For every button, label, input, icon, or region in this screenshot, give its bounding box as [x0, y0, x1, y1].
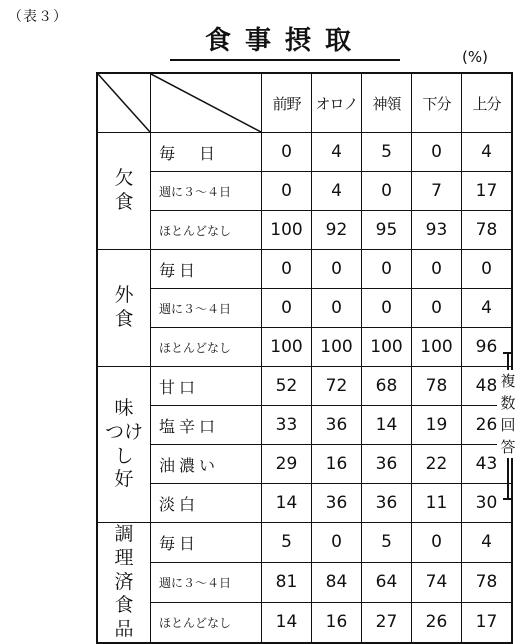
value-cell: 14: [262, 484, 312, 523]
table-row: [97, 445, 512, 484]
column-header-maeno: 前野: [262, 73, 312, 133]
value-cell: 0: [412, 250, 462, 289]
group-label-part: 調: [114, 523, 134, 545]
note-char: 回: [500, 416, 516, 434]
value-cell: 0: [412, 133, 462, 172]
value-cell: 27: [362, 602, 412, 642]
value-cell: 22: [412, 445, 462, 484]
value-cell: 78: [412, 367, 462, 406]
value-cell: 36: [312, 406, 362, 445]
value-cell: 29: [262, 445, 312, 484]
value-cell: 96: [462, 328, 513, 367]
value-cell: 78: [462, 211, 513, 250]
row-label: 週に３〜４日: [151, 289, 262, 328]
column-header-shimobun: 下分: [412, 73, 462, 133]
value-cell: 26: [412, 602, 462, 642]
row-label: ほとんどなし: [151, 602, 262, 642]
corner-cell-2: [151, 73, 262, 133]
row-label: 週に３〜４日: [151, 172, 262, 211]
value-cell: 0: [262, 289, 312, 328]
bracket-bottom-tick: [503, 498, 513, 500]
table-row: [97, 562, 512, 602]
column-header-orono: オロノ: [312, 73, 362, 133]
value-cell: 84: [312, 562, 362, 602]
multiple-answer-label: [497, 370, 519, 458]
row-label: 淡白: [151, 484, 262, 523]
value-cell: 19: [412, 406, 462, 445]
group-label: [97, 250, 151, 367]
value-cell: 52: [262, 367, 312, 406]
group-label-part: 済: [114, 570, 134, 593]
value-cell: 0: [412, 523, 462, 563]
value-cell: 74: [412, 562, 462, 602]
row-label: 甘口: [151, 367, 262, 406]
value-cell: 48: [462, 367, 513, 406]
value-cell: 93: [412, 211, 462, 250]
value-cell: 64: [362, 562, 412, 602]
corner-cell: [97, 73, 151, 133]
value-cell: 17: [462, 602, 513, 642]
row-label: ほとんどなし: [151, 328, 262, 367]
value-cell: 0: [312, 250, 362, 289]
row-label: 油濃い: [151, 445, 262, 484]
row-label: 塩辛口: [151, 406, 262, 445]
value-cell: 0: [262, 250, 312, 289]
value-cell: 0: [362, 289, 412, 328]
table-row: [97, 602, 512, 642]
value-cell: 78: [462, 562, 513, 602]
group-label-part: 味: [114, 397, 134, 419]
value-cell: 4: [462, 523, 513, 563]
value-cell: 33: [262, 406, 312, 445]
group-label: [97, 133, 151, 250]
value-cell: 0: [312, 289, 362, 328]
value-cell: 30: [462, 484, 513, 523]
value-cell: 92: [312, 211, 362, 250]
value-cell: 100: [412, 328, 462, 367]
value-cell: 36: [312, 484, 362, 523]
row-label: 毎 日: [151, 133, 262, 172]
group-label-part: 品: [114, 618, 134, 640]
note-char: 複: [500, 372, 516, 390]
multiple-answer-note: [497, 352, 519, 500]
table-row: [97, 133, 512, 172]
value-cell: 68: [362, 367, 412, 406]
value-cell: 5: [362, 133, 412, 172]
page-title: 食事摂取: [170, 20, 400, 61]
group-label-part: つけし: [104, 420, 143, 467]
value-cell: 14: [262, 602, 312, 642]
bracket-top-tick: [503, 352, 513, 354]
value-cell: 5: [262, 523, 312, 563]
value-cell: 100: [262, 328, 312, 367]
group-label-part: 好: [114, 468, 134, 491]
value-cell: 7: [412, 172, 462, 211]
value-cell: 72: [312, 367, 362, 406]
value-cell: 100: [362, 328, 412, 367]
value-cell: 14: [362, 406, 412, 445]
value-cell: 95: [362, 211, 412, 250]
table-row: [97, 250, 512, 289]
value-cell: 11: [412, 484, 462, 523]
column-header-jinryo: 神領: [362, 73, 412, 133]
column-header-kamibun: 上分: [462, 73, 513, 133]
value-cell: 0: [362, 250, 412, 289]
group-label-part: 食: [114, 594, 134, 617]
value-cell: 4: [462, 289, 513, 328]
group-label: [97, 367, 151, 523]
table-row: [97, 289, 512, 328]
group-label: [97, 523, 151, 643]
row-label: ほとんどなし: [151, 211, 262, 250]
value-cell: 4: [312, 133, 362, 172]
group-label-part: 理: [114, 546, 134, 569]
table-row: [97, 523, 512, 563]
value-cell: 26: [462, 406, 513, 445]
value-cell: 4: [312, 172, 362, 211]
row-label: 毎日: [151, 523, 262, 563]
value-cell: 0: [262, 133, 312, 172]
header-row: [97, 73, 512, 133]
table-row: [97, 211, 512, 250]
group-label-part: 食: [114, 308, 134, 330]
value-cell: 0: [262, 172, 312, 211]
table-row: [97, 484, 512, 523]
group-label-part: 欠: [114, 167, 134, 190]
food-intake-table: [96, 72, 513, 644]
value-cell: 100: [262, 211, 312, 250]
value-cell: 36: [362, 445, 412, 484]
table-caption: （表３）: [8, 9, 68, 25]
table-row: [97, 328, 512, 367]
value-cell: 16: [312, 602, 362, 642]
value-cell: 43: [462, 445, 513, 484]
unit-label: (%): [462, 48, 488, 66]
note-char: 答: [500, 438, 516, 456]
value-cell: 36: [362, 484, 412, 523]
value-cell: 17: [462, 172, 513, 211]
value-cell: 16: [312, 445, 362, 484]
row-label: 毎日: [151, 250, 262, 289]
group-label-part: 食: [114, 191, 134, 213]
group-label-part: 外: [114, 284, 134, 307]
row-label: 週に３〜４日: [151, 562, 262, 602]
value-cell: 5: [362, 523, 412, 563]
table-row: [97, 367, 512, 406]
value-cell: 0: [362, 172, 412, 211]
note-char: 数: [500, 394, 516, 412]
table-row: [97, 172, 512, 211]
table-row: [97, 406, 512, 445]
value-cell: 81: [262, 562, 312, 602]
value-cell: 0: [462, 250, 513, 289]
value-cell: 4: [462, 133, 513, 172]
value-cell: 0: [312, 523, 362, 563]
value-cell: 0: [412, 289, 462, 328]
value-cell: 100: [312, 328, 362, 367]
